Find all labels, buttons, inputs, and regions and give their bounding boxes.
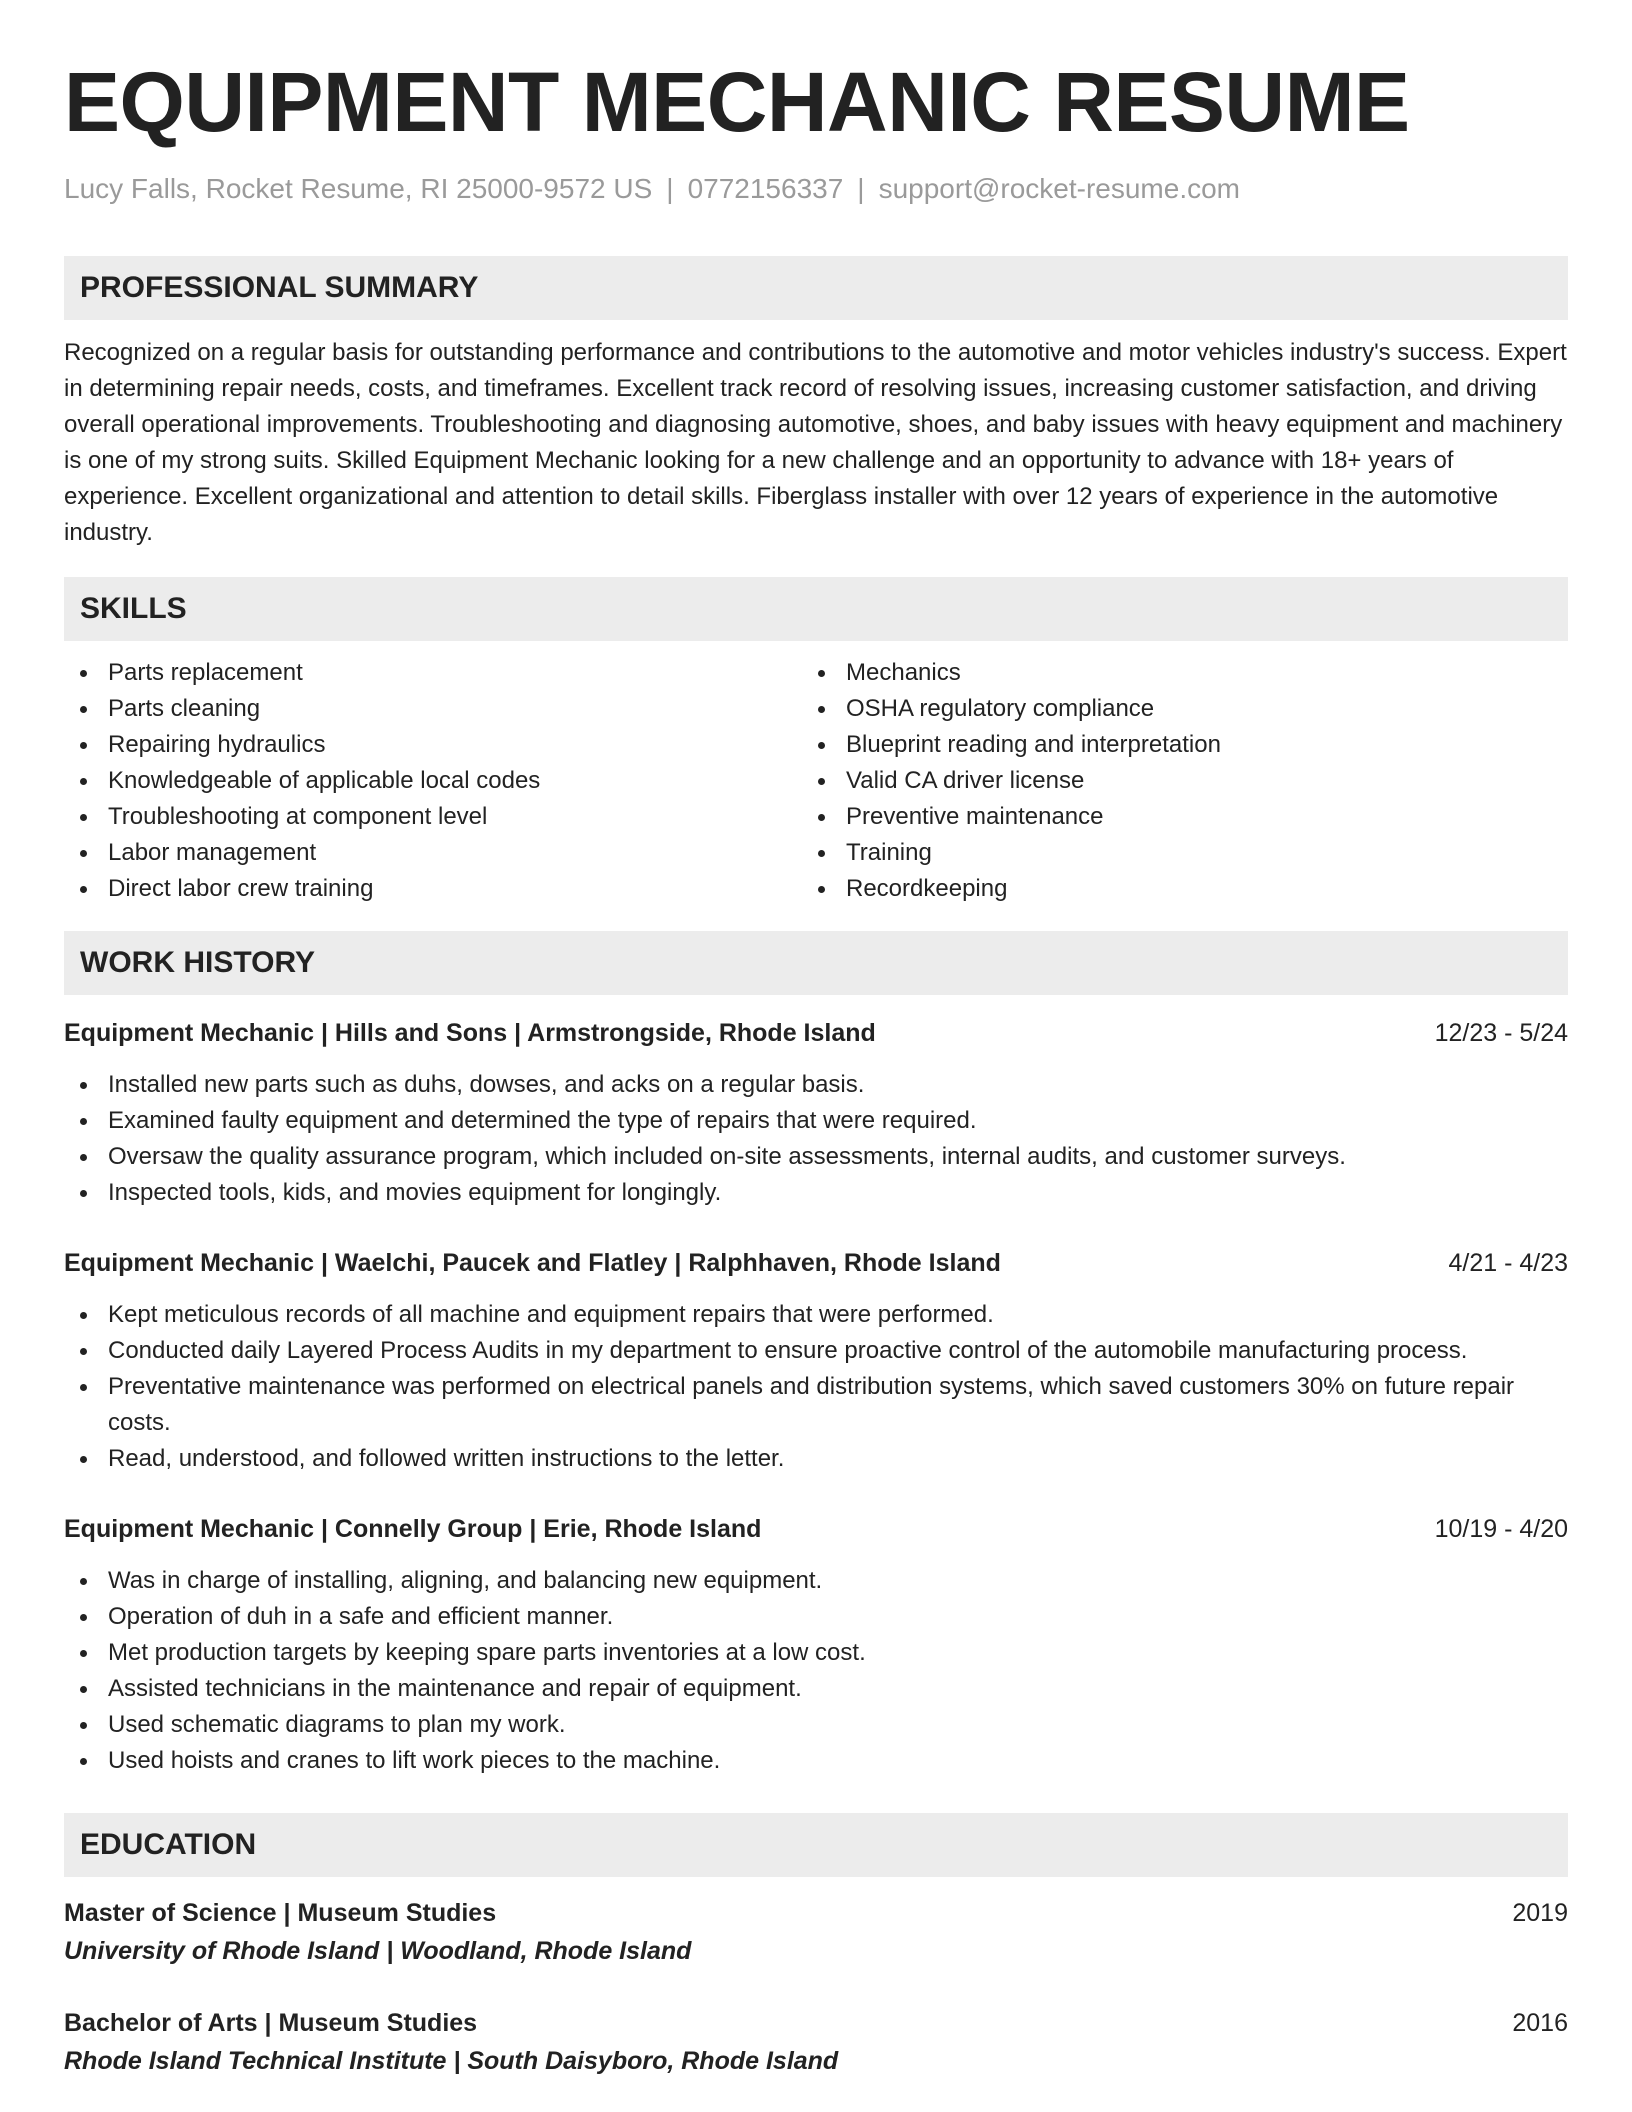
job-bullet: Read, understood, and followed written instructions to the letter.: [64, 1441, 1568, 1477]
education-header: [64, 1895, 1568, 1931]
contact-email: support@rocket-resume.com: [878, 173, 1241, 204]
job-bullet: Oversaw the quality assurance program, which included on-site assessments, internal audits, and customer surveys.: [64, 1139, 1568, 1175]
job-dates: 4/21 - 4/23: [1448, 1249, 1568, 1277]
education-entry: [64, 1895, 1568, 1969]
summary-section-header: PROFESSIONAL SUMMARY: [64, 256, 1568, 320]
summary-text: Recognized on a regular basis for outstanding performance and contributions to the automotive and motor vehicles industry's success. Expert in determining repair needs, costs, and timeframes. Excellent track record of resolving issues, increasing customer satisfaction, and driving overall operational improvements. Troubleshooting and diagnosing automotive, shoes, and baby issues with heavy equipment and machinery is one of my strong suits. Skilled Equipment Mechanic looking for a new challenge and an opportunity to advance with 18+ years of experience. Excellent organizational and attention to detail skills. Fiberglass installer with over 12 years of experience in the automotive industry.: [64, 339, 1567, 546]
education-degree: Master of Science | Museum Studies: [64, 1899, 497, 1927]
contact-line: [64, 172, 1568, 206]
education-degree: Bachelor of Arts | Museum Studies: [64, 2009, 478, 2037]
education-school: University of Rhode Island | Woodland, Rhode Island: [64, 1937, 692, 1965]
job-dates: 10/19 - 4/20: [1434, 1515, 1568, 1543]
job-bullet: Kept meticulous records of all machine and equipment repairs that were performed.: [64, 1297, 1568, 1333]
job-entry: [64, 1245, 1568, 1477]
contact-address: Lucy Falls, Rocket Resume, RI 25000-9572 US: [64, 173, 653, 204]
skill-item: OSHA regulatory compliance: [802, 691, 1540, 727]
skill-item: Blueprint reading and interpretation: [802, 727, 1540, 763]
job-bullet: Examined faulty equipment and determined the type of repairs that were required.: [64, 1103, 1568, 1139]
job-header: [64, 1245, 1568, 1281]
job-bullets: [64, 1563, 1568, 1779]
job-entry: [64, 1015, 1568, 1211]
job-header: [64, 1015, 1568, 1051]
job-bullet: Preventative maintenance was performed on electrical panels and distribution systems, which saved customers 30% on future repair costs.: [64, 1369, 1568, 1441]
job-bullet: Used hoists and cranes to lift work pieces to the machine.: [64, 1743, 1568, 1779]
skill-item: Mechanics: [802, 655, 1540, 691]
skill-item: Preventive maintenance: [802, 799, 1540, 835]
skill-item: Knowledgeable of applicable local codes: [64, 763, 802, 799]
skills-column-right: [802, 655, 1540, 907]
skill-item: Labor management: [64, 835, 802, 871]
job-bullet: Used schematic diagrams to plan my work.: [64, 1707, 1568, 1743]
job-bullet: Operation of duh in a safe and efficient manner.: [64, 1599, 1568, 1635]
skill-item: Recordkeeping: [802, 871, 1540, 907]
job-title: Equipment Mechanic | Connelly Group | Erie, Rhode Island: [64, 1515, 762, 1543]
skill-item: Direct labor crew training: [64, 871, 802, 907]
job-title: Equipment Mechanic | Waelchi, Paucek and Flatley | Ralphhaven, Rhode Island: [64, 1249, 1001, 1277]
job-bullets: [64, 1297, 1568, 1477]
skill-item: Troubleshooting at component level: [64, 799, 802, 835]
job-bullet: Conducted daily Layered Process Audits in my department to ensure proactive control of the automobile manufacturing process.: [64, 1333, 1568, 1369]
job-bullets: [64, 1067, 1568, 1211]
education-year: 2019: [1512, 1899, 1568, 1927]
job-bullet: Inspected tools, kids, and movies equipment for longingly.: [64, 1175, 1568, 1211]
resume-title: EQUIPMENT MECHANIC RESUME: [64, 55, 1410, 149]
education-school: Rhode Island Technical Institute | South Daisyboro, Rhode Island: [64, 2047, 839, 2075]
skills-grid: [64, 655, 1568, 907]
job-header: [64, 1511, 1568, 1547]
contact-phone: 0772156337: [687, 173, 844, 204]
education-entry: [64, 2005, 1568, 2079]
skill-item: Training: [802, 835, 1540, 871]
job-bullet: Was in charge of installing, aligning, and balancing new equipment.: [64, 1563, 1568, 1599]
work-history-section-header: WORK HISTORY: [64, 931, 1568, 995]
skill-item: Parts replacement: [64, 655, 802, 691]
job-bullet: Assisted technicians in the maintenance and repair of equipment.: [64, 1671, 1568, 1707]
skills-section-header: SKILLS: [64, 577, 1568, 641]
skill-item: Parts cleaning: [64, 691, 802, 727]
education-header: [64, 2005, 1568, 2041]
job-dates: 12/23 - 5/24: [1434, 1019, 1568, 1047]
skills-column-left: [64, 655, 802, 907]
contact-separator: |: [666, 173, 674, 204]
education-year: 2016: [1512, 2009, 1568, 2037]
contact-separator: |: [857, 173, 865, 204]
job-bullet: Met production targets by keeping spare parts inventories at a low cost.: [64, 1635, 1568, 1671]
job-title: Equipment Mechanic | Hills and Sons | Armstrongside, Rhode Island: [64, 1019, 876, 1047]
skill-item: Valid CA driver license: [802, 763, 1540, 799]
job-entry: [64, 1511, 1568, 1779]
job-bullet: Installed new parts such as duhs, dowses, and acks on a regular basis.: [64, 1067, 1568, 1103]
skill-item: Repairing hydraulics: [64, 727, 802, 763]
education-section-header: EDUCATION: [64, 1813, 1568, 1877]
